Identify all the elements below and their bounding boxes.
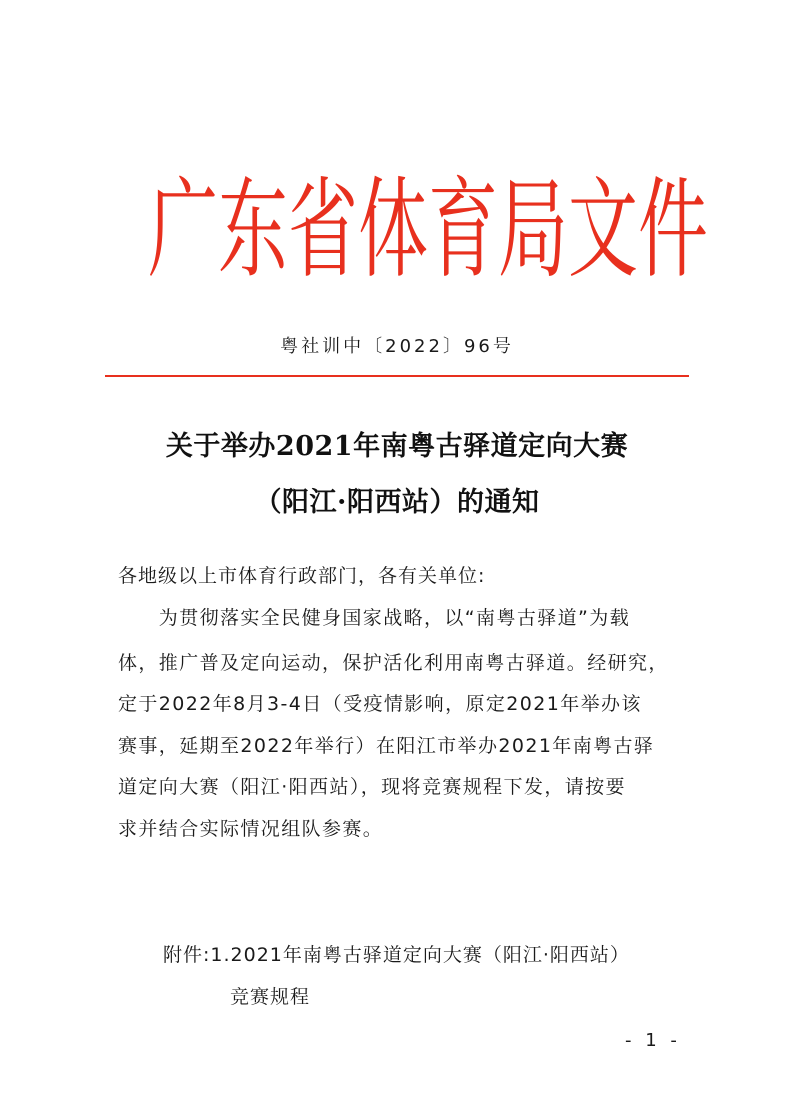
masthead-char: 件 <box>638 165 708 294</box>
body-paragraph-line: 为贯彻落实全民健身国家战略，以“南粤古驿道”为载 <box>118 607 631 629</box>
addressee: 各地级以上市体育行政部门，各有关单位: <box>118 565 486 587</box>
masthead-char: 育 <box>428 165 498 294</box>
document-title-line1: 关于举办2021年南粤古驿道定向大赛 <box>165 431 629 462</box>
body-paragraph-line: 求并结合实际情况组队参赛。 <box>118 818 384 840</box>
masthead-char: 东 <box>218 165 288 294</box>
masthead-char: 省 <box>288 165 358 294</box>
body-paragraph-line: 道定向大赛（阳江·阳西站），现将竞赛规程下发，请按要 <box>118 776 626 798</box>
attachment-line2: 竞赛规程 <box>230 986 311 1008</box>
masthead-char: 广 <box>148 165 218 294</box>
body-paragraph-line: 赛事，延期至2022年举行）在阳江市举办2021年南粤古驿 <box>118 735 655 757</box>
document-number: 粤社训中〔2022〕96号 <box>280 336 514 357</box>
masthead-char: 体 <box>358 165 428 294</box>
attachment-line1: 附件:1.2021年南粤古驿道定向大赛（阳江·阳西站） <box>163 944 630 966</box>
masthead-char: 局 <box>498 165 568 294</box>
header-divider <box>105 375 689 377</box>
document-title-line2: （阳江·阳西站）的通知 <box>254 487 540 518</box>
body-paragraph-line: 定于2022年8月3-4日（受疫情影响，原定2021年举办该 <box>118 693 642 715</box>
masthead-title <box>148 165 708 294</box>
masthead-char: 文 <box>568 165 638 294</box>
page-number: - 1 - <box>625 1030 681 1051</box>
body-paragraph-line: 体，推广普及定向运动，保护活化利用南粤古驿道。经研究， <box>118 652 669 674</box>
